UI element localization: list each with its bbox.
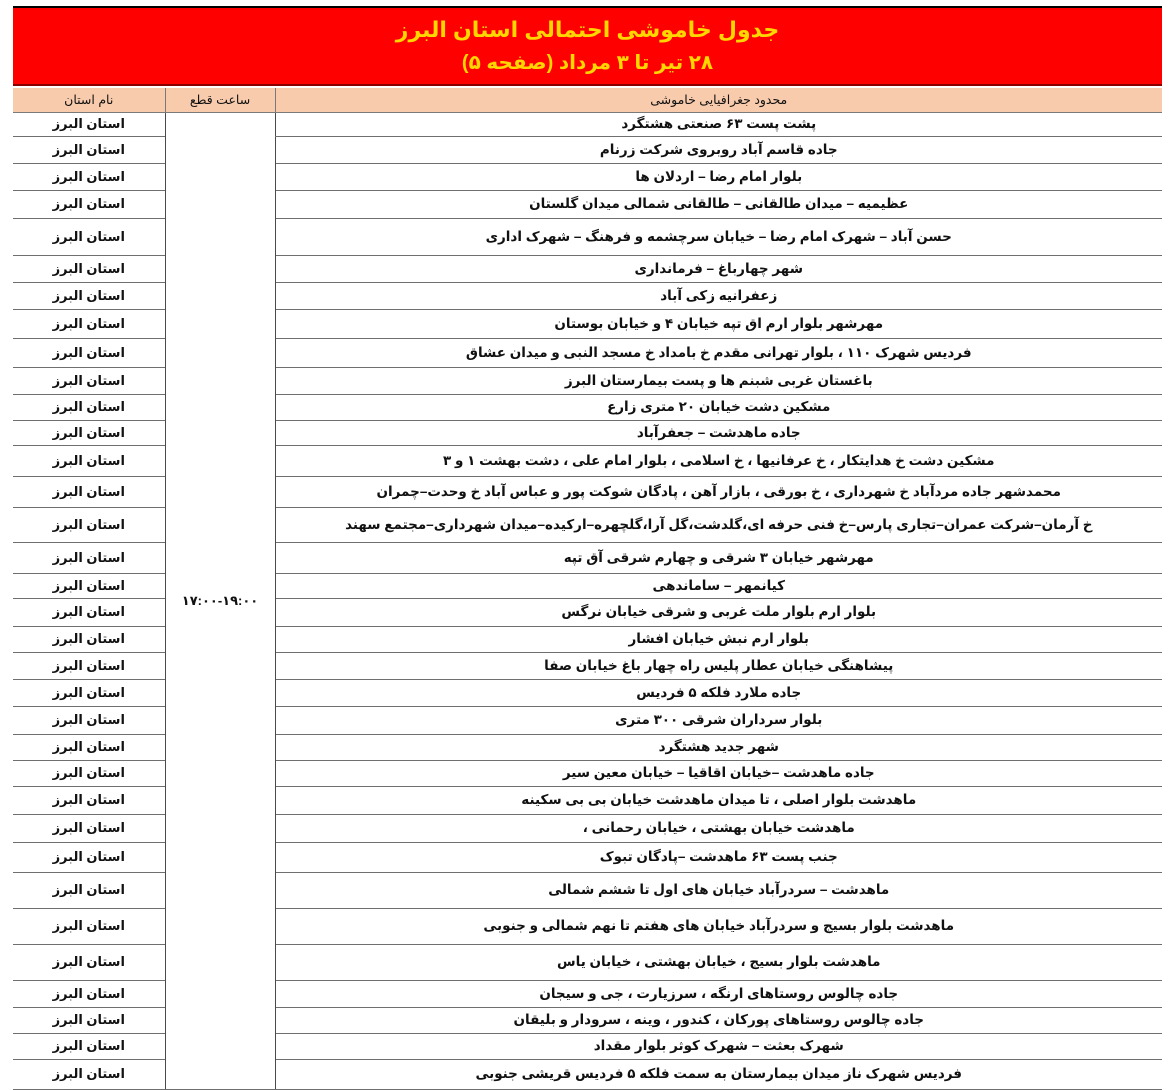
column-header-province: نام استان [13, 88, 165, 112]
cell-area: باغستان غربی شبنم ها و پست بیمارستان البرز [275, 367, 1162, 394]
cell-province: استان البرز [13, 1059, 165, 1089]
outage-table [13, 88, 1162, 1090]
cell-area: زعفرانیه زکی آباد [275, 282, 1162, 309]
cell-area: بلوار سرداران شرقی ۳۰۰ متری [275, 706, 1162, 734]
cell-province: استان البرز [13, 476, 165, 507]
cell-province: استان البرز [13, 573, 165, 598]
page-banner [13, 6, 1162, 86]
banner-subtitle: ۲۸ تیر تا ۳ مرداد (صفحه ۵) [461, 52, 714, 75]
cell-area: پیشاهنگی خیابان عطار پلیس راه چهار باغ خیابان صفا [275, 652, 1162, 679]
cell-province: استان البرز [13, 980, 165, 1007]
cell-area: جاده ماهدشت –خیابان اقاقیا – خیابان معین سیر [275, 760, 1162, 786]
cell-province: استان البرز [13, 786, 165, 814]
cell-province: استان البرز [13, 445, 165, 476]
cell-area: بلوار ارم بلوار ملت غربی و شرقی خیابان نرگس [275, 598, 1162, 626]
cell-area: شهرک بعثت – شهرک کوثر بلوار مقداد [275, 1033, 1162, 1059]
cell-area: جاده ماهدشت – جعفرآباد [275, 420, 1162, 445]
cell-area: محمدشهر جاده مردآباد خ شهرداری ، خ بورقی ، بازار آهن ، پادگان شوکت پور و عباس آباد خ وحدت–چمران [275, 476, 1162, 507]
cell-province: استان البرز [13, 872, 165, 908]
cell-area: عظیمیه – میدان طالقانی – طالقانی شمالی میدان گلستان [275, 190, 1162, 218]
cell-area: جنب پست ۶۳ ماهدشت –پادگان تبوک [275, 842, 1162, 872]
table-header-row [13, 88, 1162, 112]
cell-province: استان البرز [13, 190, 165, 218]
cell-area: ماهدشت – سردرآباد خیابان های اول تا ششم شمالی [275, 872, 1162, 908]
column-header-area: محدود جغرافیایی خاموشی [275, 88, 1162, 112]
cell-area: ماهدشت بلوار بسیج و سردرآباد خیابان های هفتم تا نهم شمالی و جنوبی [275, 908, 1162, 944]
cell-province: استان البرز [13, 218, 165, 255]
cell-area: مهرشهر بلوار ارم اق تپه خیابان ۴ و خیابان بوستان [275, 309, 1162, 338]
cell-province: استان البرز [13, 944, 165, 980]
cell-province: استان البرز [13, 542, 165, 573]
cell-province: استان البرز [13, 136, 165, 163]
cell-province: استان البرز [13, 507, 165, 542]
cell-area: کیانمهر – ساماندهی [275, 573, 1162, 598]
cell-province: استان البرز [13, 598, 165, 626]
cell-area: بلوار امام رضا – اردلان ها [275, 163, 1162, 190]
cell-area: جاده چالوس روستاهای پورکان ، کندور ، وینه ، سرودار و بلیقان [275, 1007, 1162, 1033]
table-header [13, 88, 1162, 112]
cell-province: استان البرز [13, 282, 165, 309]
cell-area: ماهدشت بلوار اصلی ، تا میدان ماهدشت خیابان بی بی سکینه [275, 786, 1162, 814]
cell-area: مشکین دشت خیابان ۲۰ متری زارع [275, 394, 1162, 420]
cell-area: مشکین دشت خ هدایتکار ، خ عرفانیها ، خ اسلامی ، بلوار امام علی ، دشت بهشت ۱ و ۳ [275, 445, 1162, 476]
cell-province: استان البرز [13, 163, 165, 190]
cell-area: خ آرمان–شرکت عمران–تجاری پارس–خ فنی حرفه ای،گلدشت،گل آرا،گلچهره–ارکیده–میدان شهرداری–مجتمع سهند [275, 507, 1162, 542]
cell-area: فردیس شهرک ۱۱۰ ، بلوار تهرانی مقدم خ بامداد خ مسجد النبی و میدان عشاق [275, 338, 1162, 367]
cell-area: ماهدشت خیابان بهشتی ، خیابان رحمانی ، [275, 814, 1162, 842]
cell-province: استان البرز [13, 1007, 165, 1033]
cell-province: استان البرز [13, 734, 165, 760]
cell-province: استان البرز [13, 255, 165, 282]
cell-province: استان البرز [13, 652, 165, 679]
cell-province: استان البرز [13, 394, 165, 420]
cell-province: استان البرز [13, 679, 165, 706]
cell-province: استان البرز [13, 309, 165, 338]
cell-province: استان البرز [13, 338, 165, 367]
cell-area: جاده ملارد فلکه ۵ فردیس [275, 679, 1162, 706]
cell-area: شهر جدید هشتگرد [275, 734, 1162, 760]
cell-province: استان البرز [13, 1033, 165, 1059]
cell-province: استان البرز [13, 908, 165, 944]
cell-outage-time: ۱۷:۰۰-۱۹:۰۰ [165, 112, 275, 1089]
cell-province: استان البرز [13, 367, 165, 394]
cell-area: شهر چهارباغ – فرمانداری [275, 255, 1162, 282]
cell-area: فردیس شهرک ناز میدان بیمارستان به سمت فلکه ۵ فردیس قریشی جنوبی [275, 1059, 1162, 1089]
cell-area: پشت پست ۶۳ صنعتی هشتگرد [275, 112, 1162, 136]
cell-area: جاده چالوس روستاهای ارنگه ، سرزیارت ، جی و سیجان [275, 980, 1162, 1007]
banner-title: جدول خاموشی احتمالی استان البرز [395, 16, 780, 42]
table-row [13, 112, 1162, 136]
cell-province: استان البرز [13, 842, 165, 872]
cell-province: استان البرز [13, 706, 165, 734]
cell-area: بلوار ارم نبش خیابان افشار [275, 626, 1162, 652]
cell-province: استان البرز [13, 626, 165, 652]
cell-province: استان البرز [13, 420, 165, 445]
cell-province: استان البرز [13, 760, 165, 786]
cell-province: استان البرز [13, 112, 165, 136]
table-body [13, 112, 1162, 1089]
cell-area: ماهدشت بلوار بسیج ، خیابان بهشتی ، خیابان یاس [275, 944, 1162, 980]
column-header-time: ساعت قطع [165, 88, 275, 112]
cell-area: جاده قاسم آباد روبروی شرکت زرنام [275, 136, 1162, 163]
cell-area: حسن آباد – شهرک امام رضا – خیابان سرچشمه و فرهنگ – شهرک اداری [275, 218, 1162, 255]
cell-area: مهرشهر خیابان ۳ شرقی و چهارم شرقی آق تپه [275, 542, 1162, 573]
cell-province: استان البرز [13, 814, 165, 842]
